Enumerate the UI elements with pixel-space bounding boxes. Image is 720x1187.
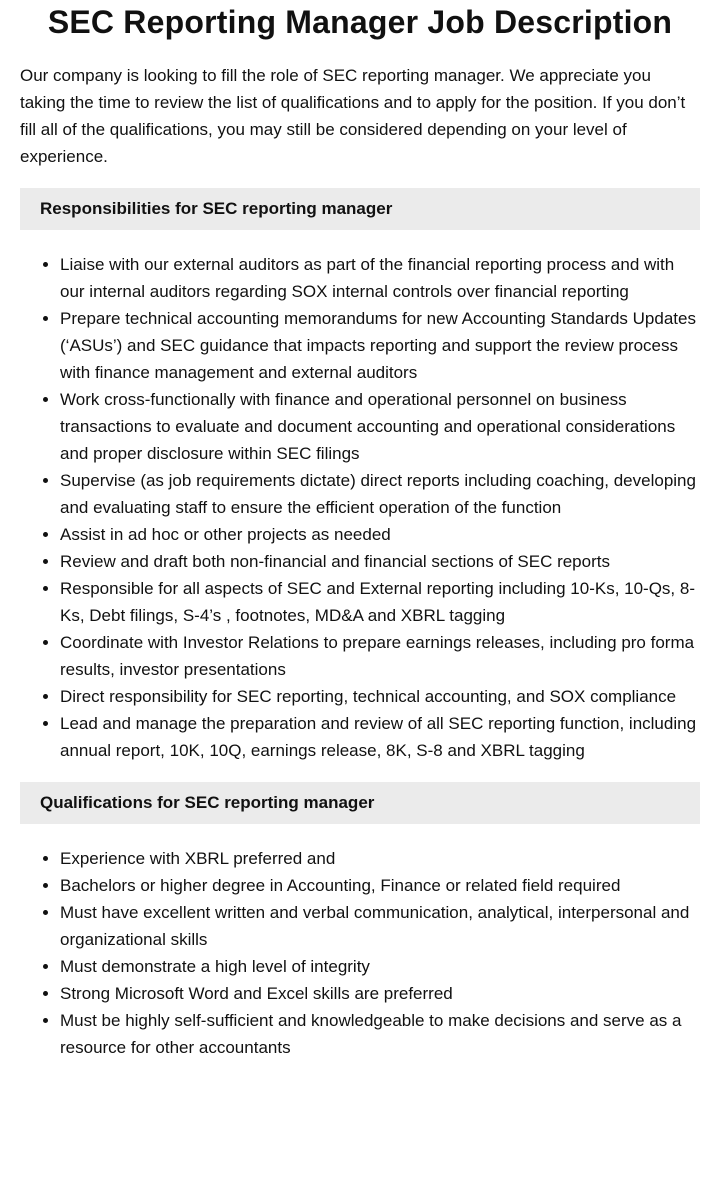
list-item: • Work cross-functionally with finance and operational personnel on business transactions to evaluate and document accounting and operational considerations and proper disclosure within SEC filings — [60, 386, 700, 467]
list-item: • Prepare technical accounting memorandums for new Accounting Standards Updates (‘ASUs’) and SEC guidance that impacts reporting and support the review process with finance management and external auditors — [60, 305, 700, 386]
list-item: • Assist in ad hoc or other projects as needed — [60, 521, 700, 548]
responsibilities-list — [20, 251, 700, 764]
list-item: • Lead and manage the preparation and review of all SEC reporting function, including annual report, 10K, 10Q, earnings release, 8K, S-8 and XBRL tagging — [60, 710, 700, 764]
list-item: • Bachelors or higher degree in Accounting, Finance or related field required — [60, 872, 700, 899]
list-item: • Supervise (as job requirements dictate) direct reports including coaching, developing and evaluating staff to ensure the efficient operation of the function — [60, 467, 700, 521]
list-item: • Experience with XBRL preferred and — [60, 845, 700, 872]
list-item: • Review and draft both non-financial and financial sections of SEC reports — [60, 548, 700, 575]
page-title: SEC Reporting Manager Job Description — [47, 4, 673, 40]
list-item: • Coordinate with Investor Relations to prepare earnings releases, including pro forma results, investor presentations — [60, 629, 700, 683]
qualifications-list — [20, 845, 700, 1061]
qualifications-heading: Qualifications for SEC reporting manager — [20, 782, 700, 824]
list-item: • Must demonstrate a high level of integrity — [60, 953, 700, 980]
list-item: • Direct responsibility for SEC reporting, technical accounting, and SOX compliance — [60, 683, 700, 710]
list-item: • Must have excellent written and verbal communication, analytical, interpersonal and organizational skills — [60, 899, 700, 953]
list-item: • Strong Microsoft Word and Excel skills are preferred — [60, 980, 700, 1007]
list-item: • Liaise with our external auditors as part of the financial reporting process and with our internal auditors regarding SOX internal controls over financial reporting — [60, 251, 700, 305]
list-item: • Responsible for all aspects of SEC and External reporting including 10-Ks, 10-Qs, 8-Ks, Debt filings, S-4’s , footnotes, MD&A and XBRL tagging — [60, 575, 700, 629]
responsibilities-heading: Responsibilities for SEC reporting manager — [20, 188, 700, 230]
intro-paragraph: Our company is looking to fill the role of SEC reporting manager. We appreciate you taking the time to review the list of qualifications and to apply for the position. If you don’t fill all of the qualifications, you may still be considered depending on your level of experience. — [20, 66, 686, 166]
list-item: • Must be highly self-sufficient and knowledgeable to make decisions and serve as a resource for other accountants — [60, 1007, 700, 1061]
